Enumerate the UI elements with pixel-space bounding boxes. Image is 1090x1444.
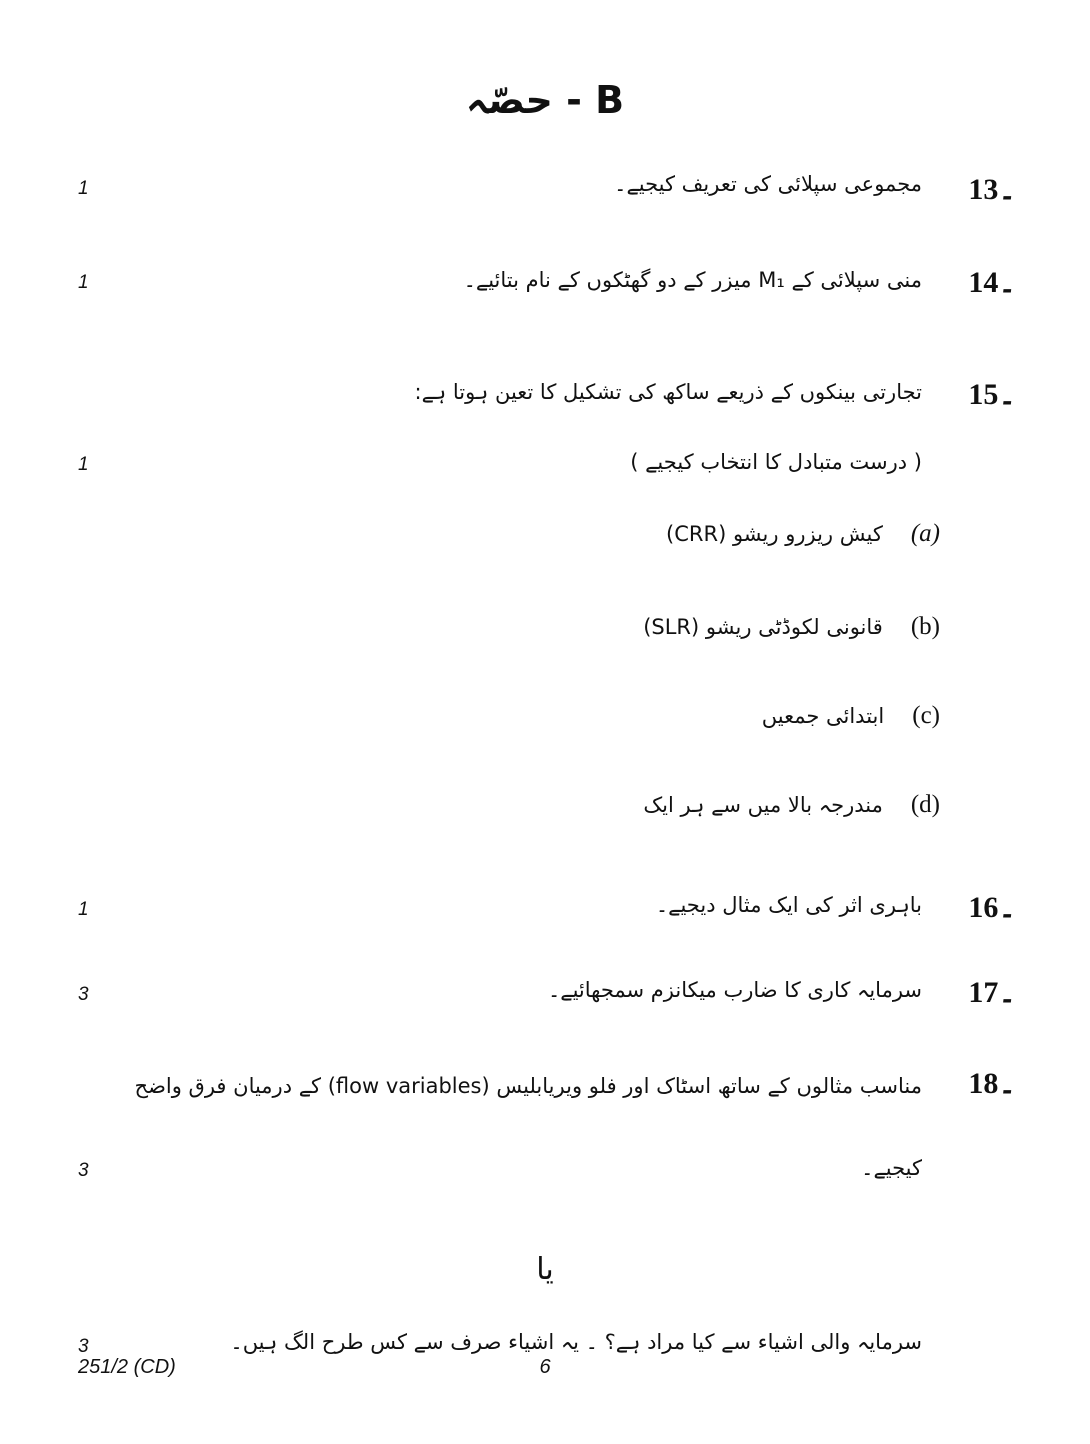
question-number: 14۔: [968, 266, 1016, 299]
option-text: مندرجہ بالا میں سے ہر ایک: [643, 793, 883, 817]
option-a: [666, 520, 940, 548]
or-separator: یا: [536, 1252, 554, 1287]
question-text: باہری اثر کی ایک مثال دیجیے۔: [655, 893, 922, 917]
question-marks: 3: [78, 1160, 89, 1181]
question-instruction: ( درست متبادل کا انتخاب کیجیے ): [630, 450, 922, 474]
question-marks: 1: [78, 454, 89, 475]
question-number: 17۔: [968, 976, 1016, 1009]
question-marks: 1: [78, 899, 89, 920]
option-d: [643, 791, 940, 819]
option-text: ابتدائی جمعیں: [761, 704, 885, 728]
option-b: [643, 613, 940, 641]
question-number: 18۔: [968, 1067, 1016, 1100]
question-text: مجموعی سپلائی کی تعریف کیجیے۔: [614, 172, 922, 196]
question-text: تجارتی بینکوں کے ذریعے ساکھ کی تشکیل کا تعین ہوتا ہے:: [414, 380, 922, 404]
page-number: 6: [539, 1356, 551, 1378]
paper-code: 251/2 (CD): [78, 1356, 176, 1378]
section-title: حصّہ - B: [465, 78, 625, 122]
question-text: منی سپلائی کے M₁ میزر کے دو گھٹکوں کے نام بتائیے۔: [463, 268, 922, 292]
question-marks: 1: [78, 178, 89, 199]
question-text: سرمایہ کاری کا ضارب میکانزم سمجھائیے۔: [547, 978, 922, 1002]
option-label: (d): [910, 791, 940, 818]
option-label: (c): [912, 702, 940, 729]
question-marks: 3: [78, 1336, 89, 1357]
question-number: 16۔: [968, 891, 1016, 924]
question-marks: 3: [78, 984, 89, 1005]
question-marks: 1: [78, 272, 89, 293]
alternative-question-text: سرمایہ والی اشیاء سے کیا مراد ہے؟ ۔ یہ اشیاء صرف سے کس طرح الگ ہیں۔: [230, 1330, 922, 1354]
option-text: قانونی لکوڈٹی ریشو (SLR): [643, 615, 883, 639]
option-label: (a): [910, 520, 940, 547]
option-c: [762, 702, 940, 730]
option-text: کیش ریزرو ریشو (CRR): [666, 522, 883, 546]
question-number: 15۔: [968, 378, 1016, 411]
option-label: (b): [910, 613, 940, 640]
question-text: مناسب مثالوں کے ساتھ اسٹاک اور فلو ویریابلیس (flow variables) کے درمیان فرق واضح کیجیے۔: [134, 1074, 922, 1180]
question-number: 13۔: [968, 173, 1016, 206]
